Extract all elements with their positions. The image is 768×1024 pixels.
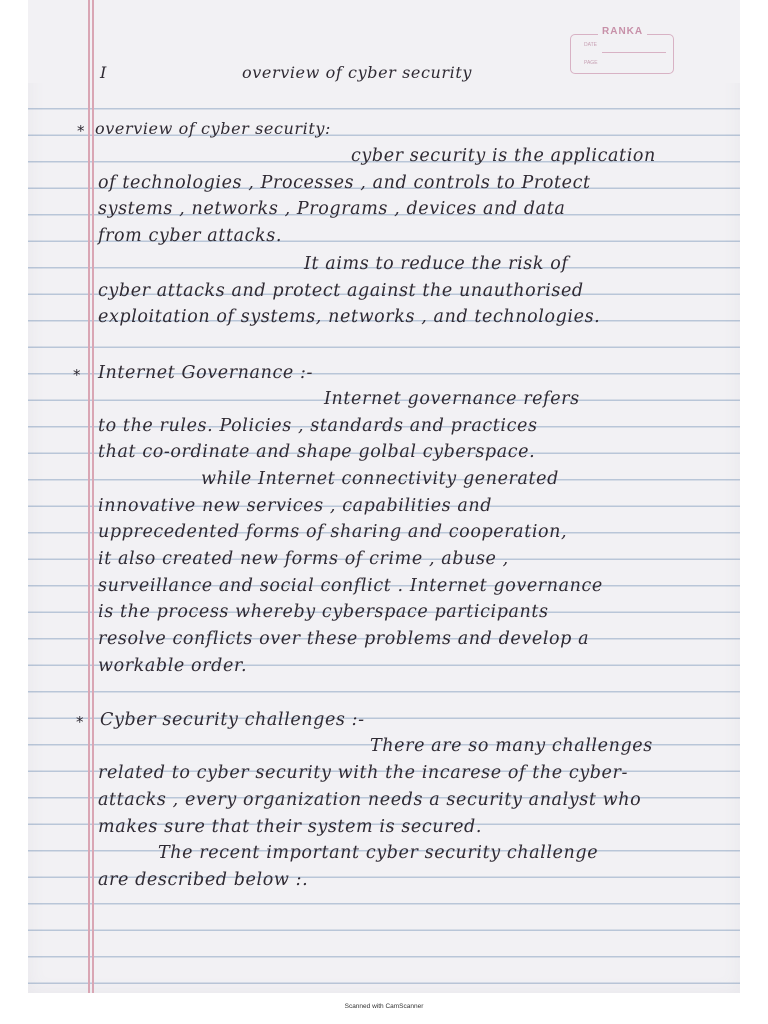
text-line: It aims to reduce the risk of [304,254,569,274]
text-line: cyber security is the application [351,146,656,166]
section-bullet: * [76,713,84,731]
date-line [602,52,666,53]
text-line: of technologies , Processes , and controls to Protect [98,173,591,193]
scanner-watermark: Scanned with CamScanner [344,1003,424,1010]
section-bullet: * [77,122,85,140]
date-label: DATE [584,42,597,48]
text-line: systems , networks , Programs , devices and data [98,199,566,219]
text-line: innovative new services , capabilities and [98,496,493,516]
section-bullet: * [73,366,81,384]
section-heading: Cyber security challenges :- [100,710,365,730]
text-line: related to cyber security with the incarese of the cyber- [98,763,628,783]
text-line: to the rules. Policies , standards and practices [98,416,538,436]
text-line: attacks , every organization needs a security analyst who [98,790,642,810]
text-line: that co-ordinate and shape golbal cyberspace. [98,442,536,462]
text-line: upprecedented forms of sharing and cooperation, [98,522,568,542]
text-line: from cyber attacks. [98,226,282,246]
text-line: There are so many challenges [370,736,653,756]
notebook-brand: RANKA [598,26,647,37]
text-line: are described below :. [98,870,309,890]
notebook-page [28,0,740,993]
text-line: resolve conflicts over these problems and develop a [98,629,590,649]
text-line: is the process whereby cyberspace participants [98,602,549,622]
page-title: overview of cyber security [242,63,473,82]
text-line: cyber attacks and protect against the unauthorised [98,281,584,301]
section-heading: Internet Governance :- [98,363,313,383]
section-heading: overview of cyber security: [95,119,332,138]
chapter-number: I [100,63,107,82]
text-line: while Internet connectivity generated [201,469,559,489]
text-line: workable order. [98,656,248,676]
text-line: makes sure that their system is secured. [98,817,483,837]
text-line: Internet governance refers [324,389,580,409]
date-page-box [570,34,674,74]
page-label: PAGE [584,60,598,66]
text-line: exploitation of systems, networks , and technologies. [98,307,601,327]
text-line: The recent important cyber security challenge [158,843,599,863]
text-line: surveillance and social conflict . Internet governance [98,576,603,596]
margin-line-left [88,0,90,993]
text-line: it also created new forms of crime , abuse , [98,549,509,569]
margin-line-right [92,0,94,993]
